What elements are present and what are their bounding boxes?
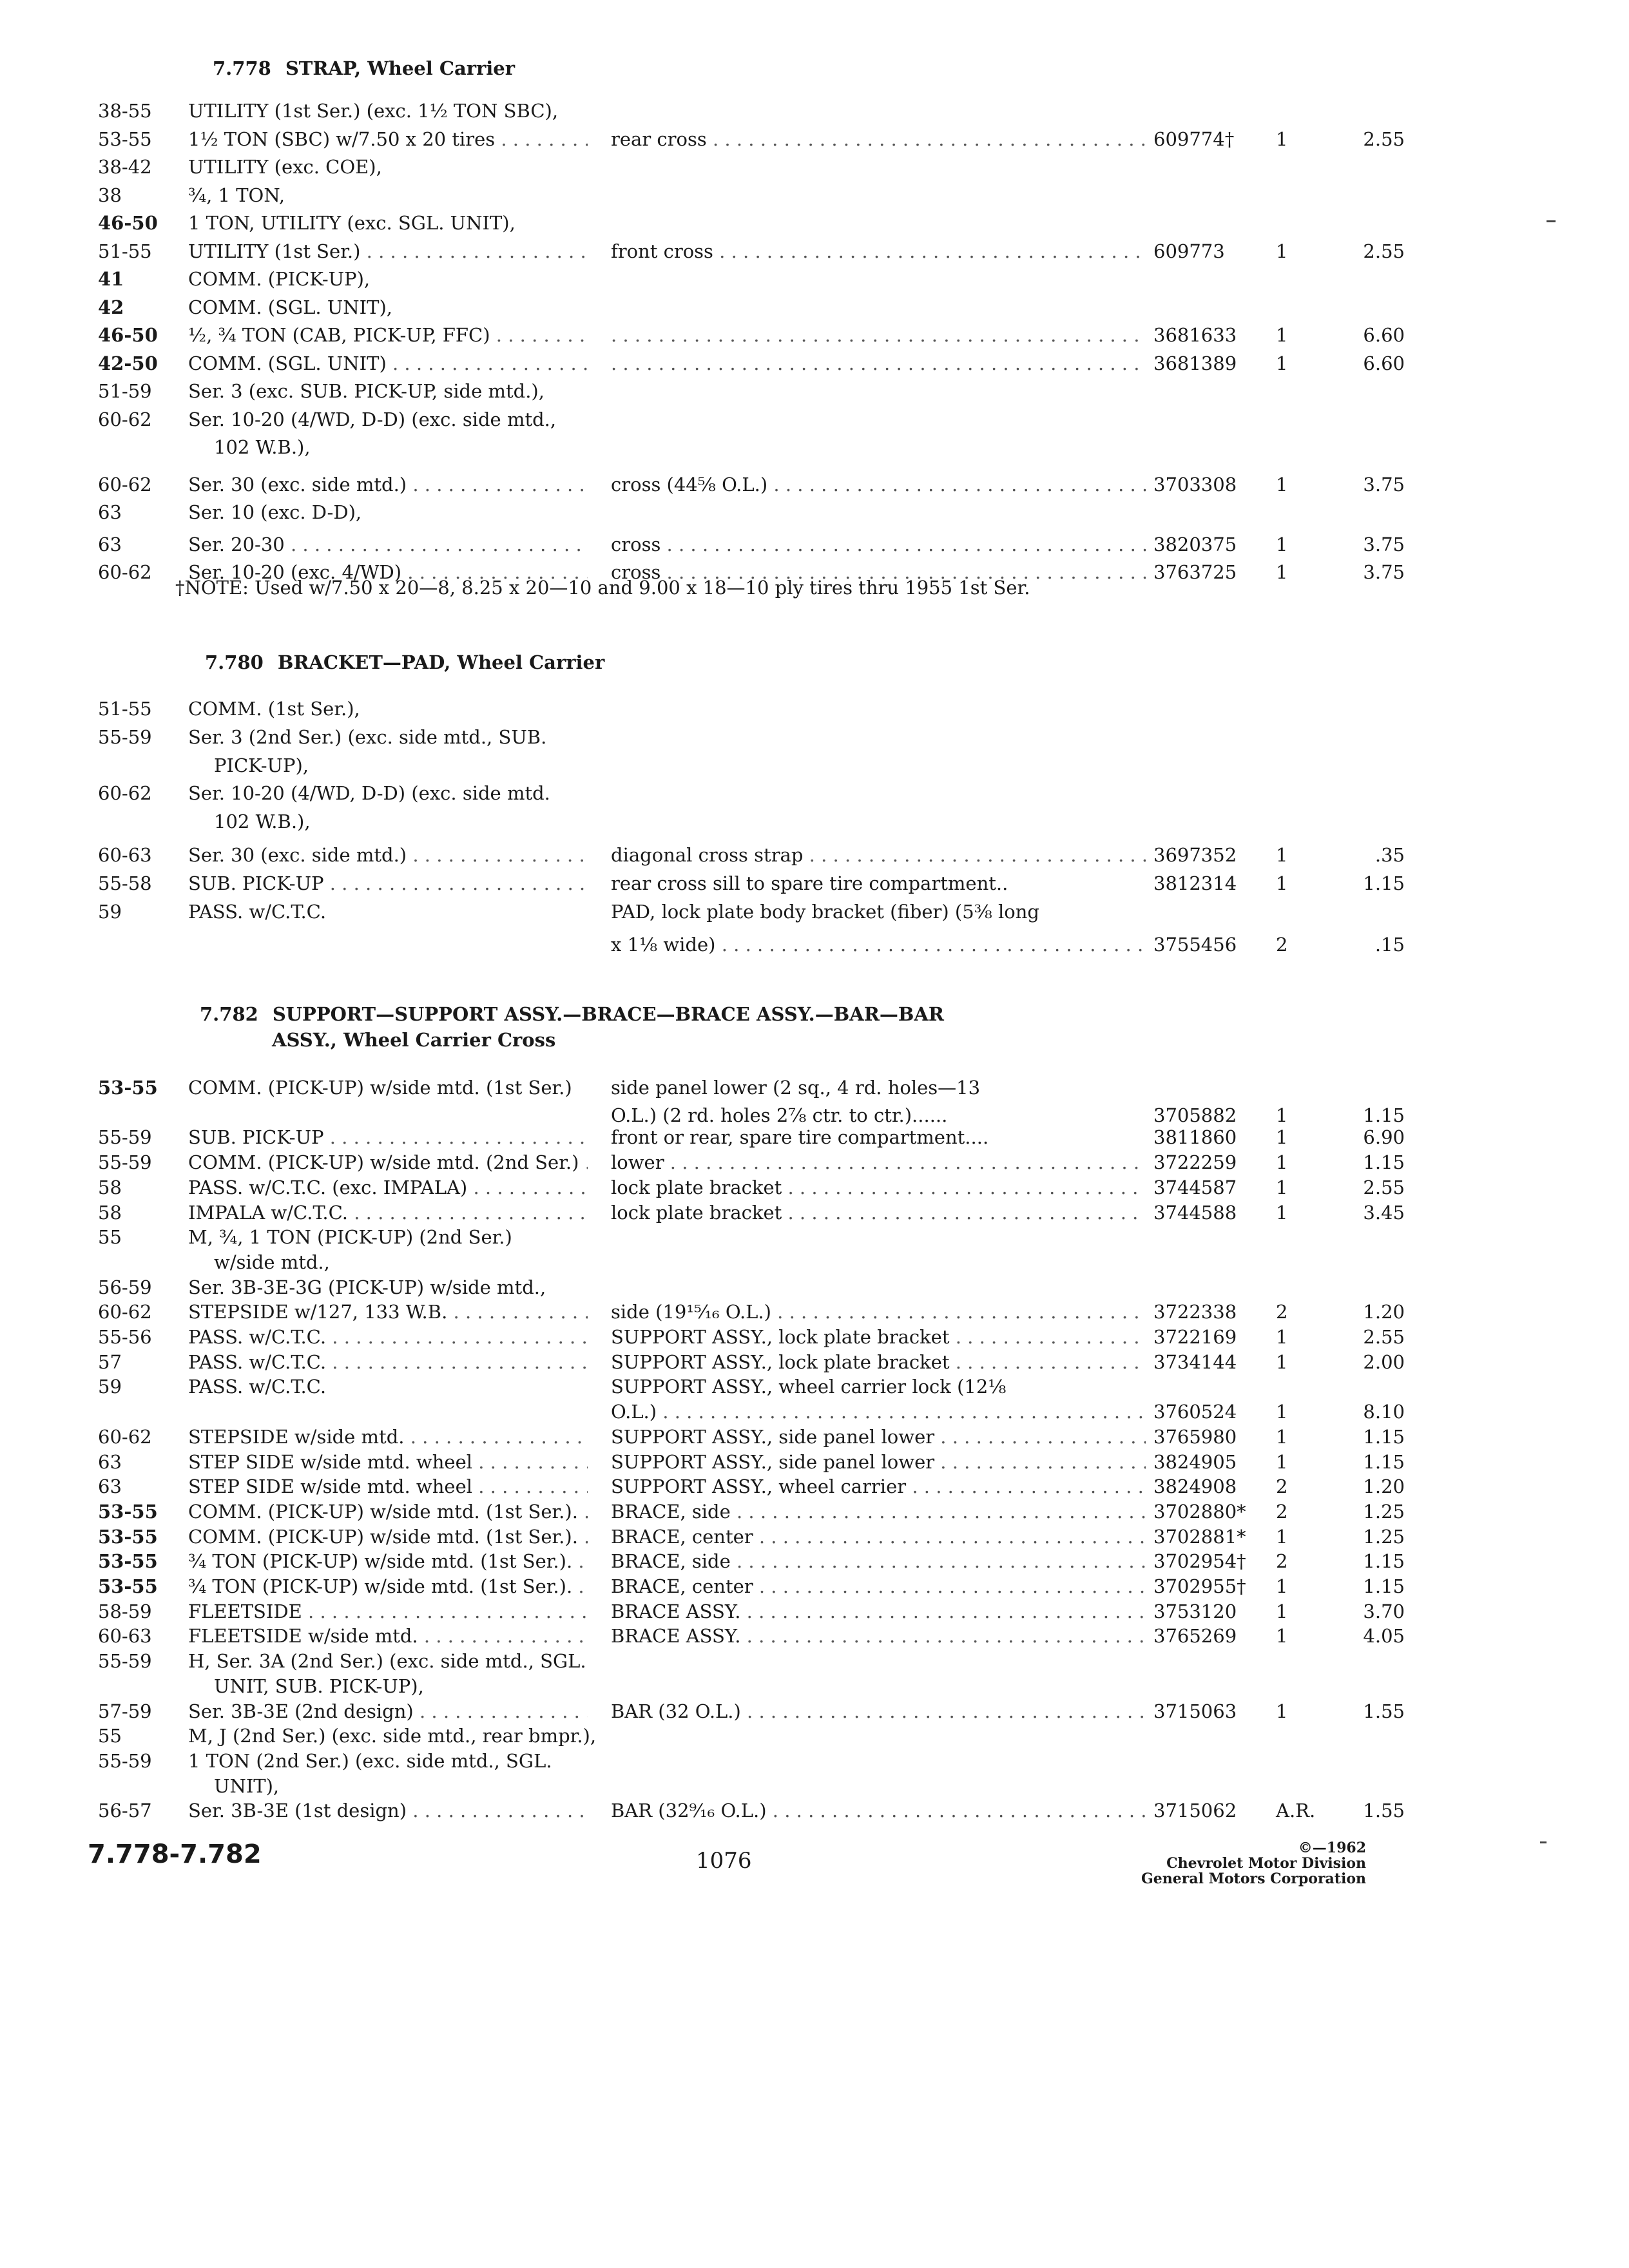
corporation: General Motors Corporation <box>1141 1870 1366 1887</box>
table-row <box>90 1200 1559 1225</box>
part-number: 3760524 <box>1153 1401 1237 1423</box>
quantity: 2 <box>1276 1550 1288 1573</box>
list-price: 1.25 <box>1363 1525 1405 1548</box>
application: UTILITY (1st Ser.) (exc. 1½ TON SBC), <box>188 100 559 122</box>
section-heading: STRAP, Wheel Carrier <box>285 57 516 79</box>
table-row <box>90 1299 1559 1325</box>
table-row <box>90 499 1559 525</box>
model-year: 60-63 <box>98 844 152 866</box>
table-row <box>90 378 1559 404</box>
part-description: O.L.) . . . <box>611 1399 1146 1425</box>
list-price: 8.10 <box>1363 1401 1405 1423</box>
application: COMM. (PICK-UP), <box>188 268 371 290</box>
table-row <box>90 407 1559 432</box>
part-description: BRACE, center . . . <box>611 1573 1146 1599</box>
quantity: A.R. <box>1276 1800 1316 1822</box>
part-description: SUPPORT ASSY., lock plate bracket . . . <box>611 1324 1146 1350</box>
quantity: 1 <box>1276 1450 1288 1473</box>
part-description: lower . . . <box>611 1149 1146 1175</box>
part-number: 3824908 <box>1153 1475 1237 1498</box>
part-description: rear cross . . . <box>611 126 1146 152</box>
part-description: front cross . . . <box>611 238 1146 264</box>
quantity: 1 <box>1276 844 1288 866</box>
model-year: 58 <box>98 1176 122 1198</box>
part-number: 3765980 <box>1153 1425 1237 1448</box>
table-row <box>90 870 1559 896</box>
model-year: 55 <box>98 1226 122 1249</box>
list-price: 1.15 <box>1363 1450 1405 1473</box>
part-number: 3702954† <box>1153 1550 1246 1573</box>
table-row <box>90 1399 1559 1425</box>
quantity: 1 <box>1276 240 1288 262</box>
model-year: 46-50 <box>98 212 158 234</box>
table-row <box>90 351 1559 376</box>
quantity: 1 <box>1276 1525 1288 1548</box>
part-description: cross (44⅝ O.L.) . . . <box>611 472 1146 497</box>
application: UNIT), <box>214 1774 280 1797</box>
table-row <box>90 1175 1559 1200</box>
model-year: 58 <box>98 1201 122 1224</box>
application: Ser. 3B-3E-3G (PICK-UP) w/side mtd., <box>188 1276 546 1298</box>
section-number: 7.782 <box>200 1003 258 1025</box>
table-row <box>90 1648 1559 1674</box>
application: ¾ TON (PICK-UP) w/side mtd. (1st Ser.). . . . <box>188 1573 588 1599</box>
table-row <box>90 1149 1559 1175</box>
table-row <box>90 1748 1559 1774</box>
quantity: 1 <box>1276 128 1288 150</box>
quantity: 1 <box>1276 324 1288 346</box>
part-number: 3811860 <box>1153 1126 1237 1149</box>
quantity: 1 <box>1276 1575 1288 1597</box>
part-number: 3763725 <box>1153 561 1237 583</box>
model-year: 55-59 <box>98 726 152 748</box>
application: UNIT, SUB. PICK-UP), <box>214 1675 424 1697</box>
table-row <box>90 154 1559 180</box>
part-number: 3824905 <box>1153 1450 1237 1473</box>
table-row <box>90 182 1559 208</box>
part-number: 3702880* <box>1153 1500 1246 1523</box>
application: Ser. 10-20 (exc. 4/WD) . . . <box>188 559 588 585</box>
list-price: 1.15 <box>1363 1151 1405 1174</box>
table-row <box>90 1773 1559 1799</box>
model-year: 46-50 <box>98 324 158 346</box>
part-description: front or rear, spare tire compartment.... <box>611 1126 989 1149</box>
application: COMM. (SGL. UNIT) . . . <box>188 351 588 376</box>
list-price: 1.15 <box>1363 872 1405 894</box>
part-description: BRACE ASSY. . . . <box>611 1599 1146 1624</box>
section-number: 7.778 <box>213 57 271 79</box>
footnote: †NOTE: Used w/7.50 x 20—8, 8.25 x 20—10 and 9.00 x 18—10 ply tires thru 1955 1st Ser. <box>175 577 1030 599</box>
part-description: BRACE, center . . . <box>611 1524 1146 1550</box>
part-description: lock plate bracket . . . <box>611 1175 1146 1200</box>
part-number: 3765269 <box>1153 1625 1237 1648</box>
application: 102 W.B.), <box>214 811 311 833</box>
quantity: 1 <box>1276 872 1288 894</box>
part-description: x 1⅛ wide) . . . <box>611 932 1146 957</box>
table-row <box>90 434 1559 460</box>
quantity: 1 <box>1276 352 1288 374</box>
application: SUB. PICK-UP . . . <box>188 1124 588 1150</box>
part-number: 3744587 <box>1153 1176 1237 1198</box>
application: COMM. (PICK-UP) w/side mtd. (1st Ser.) <box>188 1077 572 1099</box>
application: IMPALA w/C.T.C. . . . <box>188 1200 588 1225</box>
list-price: .15 <box>1374 934 1405 956</box>
table-row <box>90 1349 1559 1375</box>
application: SUB. PICK-UP . . . <box>188 870 588 896</box>
part-description: O.L.) (2 rd. holes 2⅞ ctr. to ctr.)...... <box>611 1104 948 1126</box>
table-row <box>90 1599 1559 1624</box>
application: 1½ TON (SBC) w/7.50 x 20 tires . . . <box>188 126 588 152</box>
application: STEPSIDE w/side mtd. . . . <box>188 1424 588 1450</box>
application: Ser. 3 (exc. SUB. PICK-UP, side mtd.), <box>188 380 545 402</box>
application: PASS. w/C.T.C. <box>188 1376 327 1398</box>
quantity: 1 <box>1276 1425 1288 1448</box>
division: Chevrolet Motor Division <box>1166 1855 1366 1872</box>
list-price: 4.05 <box>1363 1625 1405 1648</box>
table-row <box>90 1623 1559 1649</box>
table-row <box>90 98 1559 124</box>
quantity: 2 <box>1276 934 1288 956</box>
model-year: 42-50 <box>98 352 158 374</box>
part-description: side (19¹⁵⁄₁₆ O.L.) . . . <box>611 1299 1146 1325</box>
list-price: 1.55 <box>1363 1800 1405 1822</box>
quantity: 1 <box>1276 1201 1288 1224</box>
application: ½, ¾ TON (CAB, PICK-UP, FFC) . . . <box>188 322 588 348</box>
application: COMM. (SGL. UNIT), <box>188 296 392 318</box>
model-year: 55-58 <box>98 872 152 894</box>
part-number: 3702955† <box>1153 1575 1246 1597</box>
part-number: 3703308 <box>1153 473 1237 495</box>
model-year: 42 <box>98 296 124 318</box>
table-row <box>90 294 1559 320</box>
copyright: ©—1962 <box>1298 1840 1366 1856</box>
part-description: PAD, lock plate body bracket (fiber) (5⅜ long <box>611 900 1039 923</box>
application: Ser. 3 (2nd Ser.) (exc. side mtd., SUB. <box>188 726 547 748</box>
model-year: 38 <box>98 184 122 206</box>
list-price: 6.60 <box>1363 324 1405 346</box>
part-number: 3722338 <box>1153 1301 1237 1323</box>
application: Ser. 10-20 (4/WD, D-D) (exc. side mtd. <box>188 782 550 805</box>
table-row <box>90 1124 1559 1150</box>
table-row <box>90 532 1559 557</box>
page-number: 1076 <box>696 1848 752 1874</box>
part-description: diagonal cross strap . . . <box>611 842 1146 868</box>
table-row <box>90 1573 1559 1599</box>
model-year: 55-56 <box>98 1326 152 1348</box>
part-number: 3734144 <box>1153 1350 1237 1373</box>
part-number: 3812314 <box>1153 872 1237 894</box>
model-year: 55-59 <box>98 1126 152 1149</box>
table-row <box>90 724 1559 750</box>
list-price: 1.55 <box>1363 1700 1405 1722</box>
part-description: BAR (32 O.L.) . . . <box>611 1698 1146 1724</box>
quantity: 1 <box>1276 473 1288 495</box>
model-year: 59 <box>98 1376 122 1398</box>
part-description <box>611 351 1146 376</box>
model-year: 53-55 <box>98 1500 158 1523</box>
part-description <box>611 322 1146 348</box>
application: COMM. (1st Ser.), <box>188 698 360 720</box>
model-year: 38-42 <box>98 156 152 178</box>
table-row <box>90 210 1559 236</box>
table-row <box>90 1798 1559 1823</box>
section-title <box>205 649 604 675</box>
model-year: 60-62 <box>98 408 152 430</box>
part-number: 3705882 <box>1153 1104 1237 1126</box>
table-row <box>90 780 1559 806</box>
application: COMM. (PICK-UP) w/side mtd. (1st Ser.). . . . <box>188 1499 588 1524</box>
table-row <box>90 1274 1559 1300</box>
application: FLEETSIDE . . . <box>188 1599 588 1624</box>
list-price: 1.15 <box>1363 1575 1405 1597</box>
list-price: 2.55 <box>1363 240 1405 262</box>
model-year: 55-59 <box>98 1650 152 1673</box>
part-number: 609773 <box>1153 240 1225 262</box>
part-number: 3702881* <box>1153 1525 1246 1548</box>
list-price: 2.00 <box>1363 1350 1405 1373</box>
part-description: lock plate bracket . . . <box>611 1200 1146 1225</box>
application: FLEETSIDE w/side mtd. . . . <box>188 1623 588 1649</box>
model-year: 60-62 <box>98 561 152 583</box>
list-price: 3.45 <box>1363 1201 1405 1224</box>
table-row <box>90 472 1559 497</box>
application: ¾ TON (PICK-UP) w/side mtd. (1st Ser.). . . . <box>188 1548 588 1574</box>
table-row <box>90 1249 1559 1275</box>
application: 1 TON (2nd Ser.) (exc. side mtd., SGL. <box>188 1749 552 1772</box>
list-price: 2.55 <box>1363 1326 1405 1348</box>
model-year: 53-55 <box>98 1077 158 1099</box>
model-year: 59 <box>98 900 122 923</box>
list-price: 1.15 <box>1363 1104 1405 1126</box>
application: PICK-UP), <box>214 754 309 776</box>
table-row <box>90 932 1559 957</box>
quantity: 1 <box>1276 1104 1288 1126</box>
model-year: 60-62 <box>98 1425 152 1448</box>
list-price: .35 <box>1374 844 1405 866</box>
table-row <box>90 753 1559 778</box>
application: 1 TON, UTILITY (exc. SGL. UNIT), <box>188 212 516 234</box>
application: Ser. 30 (exc. side mtd.) . . . <box>188 472 588 497</box>
part-description: rear cross sill to spare tire compartment.. <box>611 872 1008 894</box>
application: 102 W.B.), <box>214 436 311 458</box>
list-price: 3.70 <box>1363 1600 1405 1622</box>
table-row <box>90 1324 1559 1350</box>
list-price: 1.25 <box>1363 1500 1405 1523</box>
application: Ser. 10 (exc. D-D), <box>188 501 362 523</box>
part-description: SUPPORT ASSY., wheel carrier lock (12⅛ <box>611 1376 1007 1398</box>
model-year: 63 <box>98 501 122 523</box>
section-title <box>213 55 515 81</box>
model-year: 53-55 <box>98 128 152 150</box>
part-number: 3681633 <box>1153 324 1237 346</box>
model-year: 63 <box>98 533 122 555</box>
application: Ser. 3B-3E (2nd design) . . . <box>188 1698 588 1724</box>
application: Ser. 3B-3E (1st design) . . . <box>188 1798 588 1823</box>
quantity: 1 <box>1276 1401 1288 1423</box>
section-heading-cont: ASSY., Wheel Carrier Cross <box>272 1029 556 1051</box>
list-price: 2.55 <box>1363 1176 1405 1198</box>
application: Ser. 30 (exc. side mtd.) . . . <box>188 842 588 868</box>
table-row <box>90 266 1559 292</box>
part-description: SUPPORT ASSY., wheel carrier . . . <box>611 1474 1146 1499</box>
part-description: BRACE, side . . . <box>611 1499 1146 1524</box>
part-description: side panel lower (2 sq., 4 rd. holes—13 <box>611 1077 981 1099</box>
list-price: 6.90 <box>1363 1126 1405 1149</box>
quantity: 2 <box>1276 1475 1288 1498</box>
section-heading: SUPPORT—SUPPORT ASSY.—BRACE—BRACE ASSY.—BAR—BAR <box>272 1003 944 1025</box>
application: PASS. w/C.T.C. . . . <box>188 1349 588 1375</box>
model-year: 56-59 <box>98 1276 152 1298</box>
model-year: 55-59 <box>98 1151 152 1174</box>
table-row <box>90 1224 1559 1250</box>
table-row <box>90 899 1559 925</box>
quantity: 1 <box>1276 561 1288 583</box>
part-number: 3697352 <box>1153 844 1237 866</box>
model-year: 58-59 <box>98 1600 152 1622</box>
part-number: 3722259 <box>1153 1151 1237 1174</box>
table-row <box>90 322 1559 348</box>
table-row <box>90 1499 1559 1524</box>
quantity: 2 <box>1276 1500 1288 1523</box>
quantity: 1 <box>1276 1126 1288 1149</box>
part-number: 3715063 <box>1153 1700 1237 1722</box>
model-year: 56-57 <box>98 1800 152 1822</box>
quantity: 1 <box>1276 1176 1288 1198</box>
list-price: 3.75 <box>1363 561 1405 583</box>
table-row <box>90 1548 1559 1574</box>
table-row <box>90 1374 1559 1399</box>
quantity: 1 <box>1276 1625 1288 1648</box>
model-year: 60-63 <box>98 1625 152 1648</box>
table-row <box>90 1424 1559 1450</box>
model-year: 53-55 <box>98 1525 158 1548</box>
section-heading: BRACKET—PAD, Wheel Carrier <box>277 651 605 673</box>
quantity: 1 <box>1276 1326 1288 1348</box>
application: UTILITY (exc. COE), <box>188 156 382 178</box>
part-number: 609774† <box>1153 128 1235 150</box>
page-range: 7.778-7.782 <box>88 1840 262 1869</box>
quantity: 1 <box>1276 533 1288 555</box>
table-row <box>90 1474 1559 1499</box>
application: COMM. (PICK-UP) w/side mtd. (2nd Ser.) . . . <box>188 1149 588 1175</box>
part-description: cross . . . <box>611 559 1146 585</box>
table-row <box>90 1524 1559 1550</box>
application: H, Ser. 3A (2nd Ser.) (exc. side mtd., SGL. <box>188 1650 586 1673</box>
application: PASS. w/C.T.C. (exc. IMPALA) . . . <box>188 1175 588 1200</box>
model-year: 51-55 <box>98 240 152 262</box>
table-row <box>90 809 1559 834</box>
application: UTILITY (1st Ser.) . . . <box>188 238 588 264</box>
list-price: 3.75 <box>1363 533 1405 555</box>
model-year: 60-62 <box>98 473 152 495</box>
table-row <box>90 1075 1559 1100</box>
list-price: 2.55 <box>1363 128 1405 150</box>
model-year: 53-55 <box>98 1550 158 1573</box>
model-year: 41 <box>98 268 124 290</box>
part-description: SUPPORT ASSY., side panel lower . . . <box>611 1424 1146 1450</box>
list-price: 1.15 <box>1363 1550 1405 1573</box>
application: STEP SIDE w/side mtd. wheel . . . <box>188 1449 588 1475</box>
model-year: 55-59 <box>98 1749 152 1772</box>
quantity: 1 <box>1276 1350 1288 1373</box>
part-description: BAR (32⁹⁄₁₆ O.L.) . . . <box>611 1798 1146 1823</box>
application: w/side mtd., <box>214 1251 330 1273</box>
margin-mark <box>1540 1841 1547 1843</box>
table-row <box>90 126 1559 152</box>
table-row <box>90 1449 1559 1475</box>
application: PASS. w/C.T.C. . . . <box>188 1324 588 1350</box>
margin-mark <box>1547 220 1556 222</box>
list-price: 6.60 <box>1363 352 1405 374</box>
list-price: 1.20 <box>1363 1301 1405 1323</box>
model-year: 55 <box>98 1725 122 1747</box>
quantity: 2 <box>1276 1301 1288 1323</box>
model-year: 63 <box>98 1475 122 1498</box>
application: M, J (2nd Ser.) (exc. side mtd., rear bmpr.), <box>188 1725 597 1747</box>
part-number: 3681389 <box>1153 352 1237 374</box>
table-row <box>90 1698 1559 1724</box>
part-description: SUPPORT ASSY., lock plate bracket . . . <box>611 1349 1146 1375</box>
table-row <box>90 696 1559 722</box>
model-year: 51-59 <box>98 380 152 402</box>
model-year: 57-59 <box>98 1700 152 1722</box>
part-number: 3820375 <box>1153 533 1237 555</box>
part-description: BRACE ASSY. . . . <box>611 1623 1146 1649</box>
part-number: 3744588 <box>1153 1201 1237 1224</box>
model-year: 38-55 <box>98 100 152 122</box>
application: ¾, 1 TON, <box>188 184 285 206</box>
part-description: BRACE, side . . . <box>611 1548 1146 1574</box>
application: M, ¾, 1 TON (PICK-UP) (2nd Ser.) <box>188 1226 512 1249</box>
publisher-block <box>1095 1840 1366 1887</box>
model-year: 63 <box>98 1450 122 1473</box>
application: Ser. 10-20 (4/WD, D-D) (exc. side mtd., <box>188 408 557 430</box>
part-number: 3755456 <box>1153 934 1237 956</box>
table-row <box>90 1723 1559 1749</box>
part-description: cross . . . <box>611 532 1146 557</box>
table-row <box>90 842 1559 868</box>
part-description: SUPPORT ASSY., side panel lower . . . <box>611 1449 1146 1475</box>
application: PASS. w/C.T.C. <box>188 900 327 923</box>
list-price: 1.20 <box>1363 1475 1405 1498</box>
table-row <box>90 1673 1559 1699</box>
table-row <box>90 238 1559 264</box>
quantity: 1 <box>1276 1700 1288 1722</box>
part-number: 3753120 <box>1153 1600 1237 1622</box>
application: STEPSIDE w/127, 133 W.B. . . . <box>188 1299 588 1325</box>
application: COMM. (PICK-UP) w/side mtd. (1st Ser.). . . . <box>188 1524 588 1550</box>
list-price: 3.75 <box>1363 473 1405 495</box>
part-number: 3715062 <box>1153 1800 1237 1822</box>
model-year: 60-62 <box>98 1301 152 1323</box>
part-number: 3722169 <box>1153 1326 1237 1348</box>
application: Ser. 20-30 . . . <box>188 532 588 557</box>
application: STEP SIDE w/side mtd. wheel . . . <box>188 1474 588 1499</box>
section-title <box>200 1001 944 1053</box>
list-price: 1.15 <box>1363 1425 1405 1448</box>
quantity: 1 <box>1276 1600 1288 1622</box>
section-number: 7.780 <box>205 651 264 673</box>
model-year: 60-62 <box>98 782 152 805</box>
quantity: 1 <box>1276 1151 1288 1174</box>
model-year: 53-55 <box>98 1575 158 1597</box>
model-year: 51-55 <box>98 698 152 720</box>
model-year: 57 <box>98 1350 122 1373</box>
